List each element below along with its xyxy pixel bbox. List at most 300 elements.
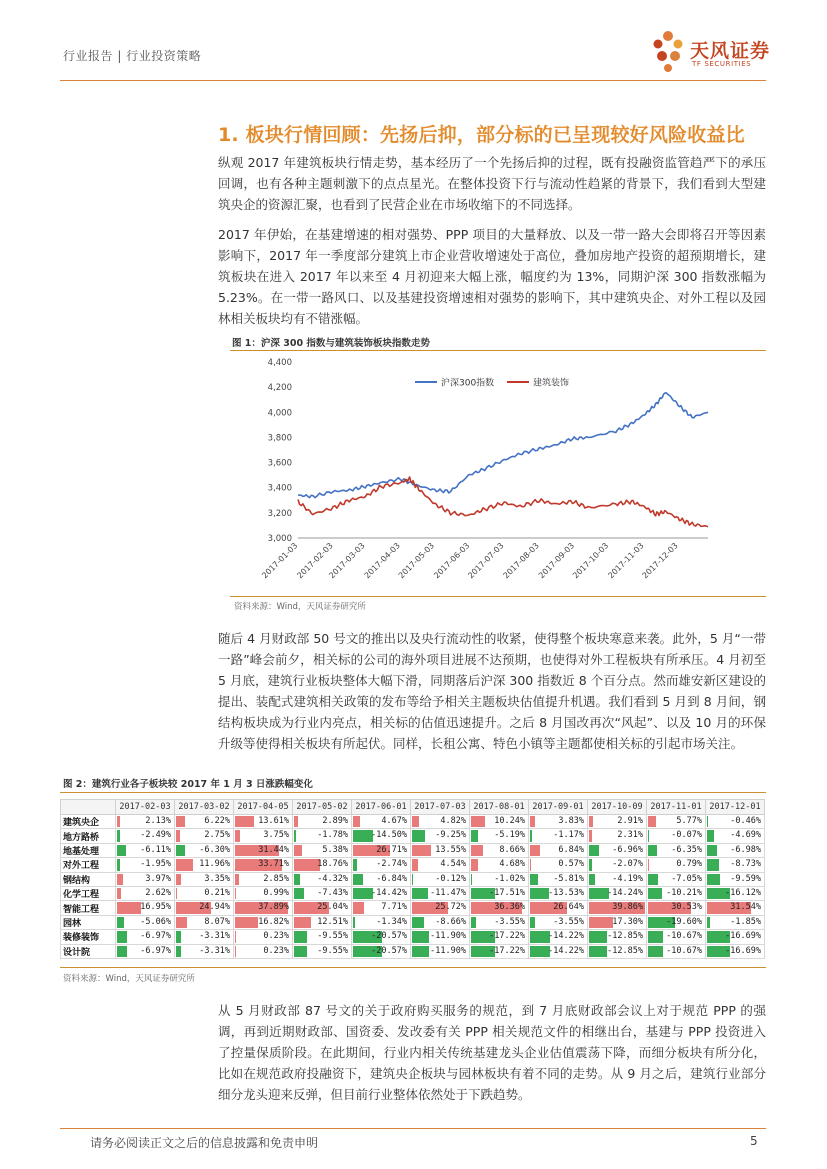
heatmap-value: -6.97% <box>140 945 171 956</box>
figure2-source: 资料来源：Wind，天风证券研究所 <box>63 974 195 984</box>
x-tick-label: 2017-04-03 <box>362 541 402 581</box>
heatmap-cell <box>175 843 234 857</box>
heatmap-value: 2.75% <box>204 830 230 841</box>
heatmap-value: 2.31% <box>617 830 643 841</box>
heatmap-cell <box>293 944 352 958</box>
heatmap-cell <box>352 886 411 900</box>
legend-label: 建筑装饰 <box>533 378 570 389</box>
heatmap-value: 12.51% <box>317 916 348 927</box>
heatmap-cell <box>588 915 647 929</box>
heatmap-cell <box>175 915 234 929</box>
heatmap-row <box>61 872 765 886</box>
heatmap-bar <box>176 859 193 870</box>
heatmap-cell <box>175 829 234 843</box>
legend-label: 沪深300指数 <box>441 378 495 389</box>
heatmap-value: -12.85% <box>607 931 643 942</box>
x-tick-label: 2017-11-03 <box>606 541 646 581</box>
heatmap-value: 3.83% <box>558 816 584 826</box>
heatmap-cell <box>352 829 411 843</box>
header-divider <box>60 80 766 81</box>
heatmap-bar <box>530 830 532 841</box>
heatmap-cell <box>234 858 293 872</box>
heatmap-value: -1.02% <box>494 873 525 884</box>
heatmap-cell <box>352 843 411 857</box>
heatmap-cell <box>470 915 529 929</box>
heatmap-bar <box>353 816 360 827</box>
heatmap-value: 8.07% <box>204 916 230 927</box>
heatmap-value: 13.55% <box>435 844 466 855</box>
heatmap-value: 36.36% <box>494 902 525 913</box>
heatmap-value: 0.21% <box>204 887 230 898</box>
heatmap-bar <box>353 917 355 928</box>
x-tick-label: 2017-08-03 <box>501 541 541 581</box>
heatmap-value: -4.32% <box>317 873 348 884</box>
heatmap-bar <box>589 859 592 870</box>
heatmap-bar <box>648 816 656 827</box>
heatmap-cell <box>175 815 234 829</box>
heatmap-bar <box>294 917 311 928</box>
heatmap-value: -6.96% <box>612 844 643 855</box>
heatmap-value: -6.30% <box>199 844 230 855</box>
heatmap-cell <box>175 930 234 944</box>
heatmap-row-label: 对外工程 <box>61 858 116 872</box>
y-tick-label: 3,000 <box>267 534 292 544</box>
heatmap-value: -5.81% <box>553 873 584 884</box>
heatmap-corner <box>61 800 116 815</box>
heatmap-bar <box>648 845 657 856</box>
figure1-source: 资料来源：Wind，天风证券研究所 <box>234 602 366 612</box>
heatmap-cell <box>293 829 352 843</box>
heatmap-value: -9.25% <box>435 830 466 841</box>
heatmap-value: -4.19% <box>612 873 643 884</box>
heatmap-value: 4.82% <box>440 816 466 826</box>
heatmap-bar <box>707 830 714 841</box>
y-tick-label: 4,400 <box>267 358 292 368</box>
heatmap-bar <box>530 859 531 870</box>
paragraph-3: 随后 4 月财政部 50 号文的推出以及央行流动性的收紧，使得整个板块寒意来袭。此外，5 月“一带一路”峰会前夕，相关标的公司的海外项目进展不达预期，也使得对外工程板块有所承压。4 月初至 5 月底，建筑行业板块整体大幅下滑，同期落后沪深 300 指数近 8 个百分点。然而雄安新区建设的提出、装配式建筑相关政策的发布等给予相关主题板块估值提升机遇。我们看到 5 月到 8 月间，钢结构板块成为行业内亮点，相关标的估值迅速提升。之后 8 月国改再次“风起”、以及 10 月的环保升级等使得相关板块有所起伏。同样，长租公寓、特色小镇等主题都使相关标的引起市场关注。 <box>218 631 766 751</box>
heatmap-value: -11.47% <box>430 887 466 898</box>
heatmap-value: 39.86% <box>612 902 643 913</box>
heatmap-bar <box>471 859 478 870</box>
figure1-bottom-rule <box>230 596 766 597</box>
heatmap-cell <box>293 930 352 944</box>
heatmap-cell <box>293 915 352 929</box>
heatmap-value: 0.23% <box>263 945 289 956</box>
heatmap-value: -14.50% <box>371 830 407 841</box>
paragraph-2: 2017 年伊始，在基建增速的相对强势、PPP 项目的大量释放、以及一带一路大会即将召开等因素影响下，2017 年一季度部分建筑上市企业营收增速处于高位，叠加房地产投资的超预期增长，建筑板块在进入 2017 年以来至 4 月初迎来大幅上涨，幅度约为 13%，同期沪深 300 指数涨幅为 5.23%。在一带一路风口、以及基建投资增速相对强势的影响下，其中建筑央企、对外工程以及园林相关板块均有不错涨幅。 <box>218 227 766 326</box>
heatmap-cell <box>647 829 706 843</box>
heatmap-value: -3.55% <box>553 916 584 927</box>
heatmap-bar <box>412 931 429 942</box>
heatmap-cell <box>411 843 470 857</box>
heatmap-bar <box>294 816 298 827</box>
heatmap-value: -5.19% <box>494 830 525 841</box>
heatmap-value: 3.97% <box>145 873 171 884</box>
heatmap-cell <box>588 872 647 886</box>
heatmap-value: 3.35% <box>204 873 230 884</box>
heatmap-value: 6.84% <box>558 844 584 855</box>
heatmap-value: -14.22% <box>548 931 584 942</box>
heatmap-bar <box>294 845 302 856</box>
heatmap-cell <box>647 915 706 929</box>
heatmap-bar <box>176 917 187 928</box>
heatmap-row <box>61 829 765 843</box>
heatmap-value: -20.57% <box>371 945 407 956</box>
heatmap-cell <box>647 815 706 829</box>
heatmap-cell <box>529 930 588 944</box>
report-subtype: 行业投资策略 <box>126 49 202 63</box>
heatmap-value: -5.06% <box>140 916 171 927</box>
heatmap-cell <box>588 829 647 843</box>
heatmap-cell <box>116 915 175 929</box>
heatmap-row-label: 园林 <box>61 915 116 929</box>
heatmap-cell <box>175 886 234 900</box>
heatmap-cell <box>411 829 470 843</box>
heatmap-cell <box>175 901 234 915</box>
heatmap-cell <box>470 843 529 857</box>
heatmap-cell <box>647 930 706 944</box>
heatmap-bar <box>707 917 710 928</box>
heatmap-cell <box>706 886 765 900</box>
y-tick-label: 3,400 <box>267 483 292 494</box>
heatmap-value: -6.97% <box>140 931 171 942</box>
heatmap-value: 31.54% <box>730 902 761 913</box>
heatmap-value: 25.04% <box>317 902 348 913</box>
heatmap-bar <box>176 830 180 841</box>
heatmap-value: 37.89% <box>258 902 289 913</box>
heatmap-value: 4.68% <box>499 859 525 870</box>
heatmap-value: 7.71% <box>381 902 407 913</box>
heatmap-cell <box>116 901 175 915</box>
heatmap-value: 4.54% <box>440 859 466 870</box>
footer-divider <box>60 1128 766 1129</box>
heatmap-value: -0.07% <box>671 830 702 841</box>
y-tick-label: 3,200 <box>267 508 292 519</box>
heatmap-bar <box>648 859 649 870</box>
y-tick-label: 4,200 <box>267 383 292 394</box>
heatmap-value: 31.44% <box>258 844 289 855</box>
heatmap-cell <box>470 944 529 958</box>
heatmap-column-header: 2017-06-01 <box>352 800 411 815</box>
heatmap-cell <box>175 944 234 958</box>
heatmap-column-header: 2017-11-01 <box>647 800 706 815</box>
heatmap-value: 13.61% <box>258 816 289 826</box>
heatmap-bar <box>589 816 593 827</box>
heatmap-bar <box>707 859 719 870</box>
heatmap-bar <box>176 816 185 827</box>
heatmap-bar <box>176 946 181 957</box>
series-line-construction <box>298 477 708 527</box>
heatmap-cell <box>647 858 706 872</box>
heatmap-row <box>61 843 765 857</box>
heatmap-cell <box>175 858 234 872</box>
heatmap-cell <box>706 915 765 929</box>
heatmap-bar <box>176 874 181 885</box>
heatmap-cell <box>588 858 647 872</box>
heatmap-cell <box>293 886 352 900</box>
heatmap-value: 0.23% <box>263 931 289 942</box>
page-number: 5 <box>750 1134 758 1148</box>
heatmap-value: -4.69% <box>730 830 761 841</box>
heatmap-value: -6.84% <box>376 873 407 884</box>
heatmap-cell <box>706 858 765 872</box>
heatmap-bar <box>471 917 476 928</box>
heatmap-value: -1.85% <box>730 916 761 927</box>
heatmap-value: -11.90% <box>430 945 466 956</box>
heatmap-bar <box>235 874 239 885</box>
heatmap-cell <box>234 915 293 929</box>
heatmap-bar <box>294 888 304 899</box>
index-line-chart <box>230 352 766 596</box>
heatmap-value: -2.74% <box>376 859 407 870</box>
x-tick-label: 2017-01-03 <box>260 541 300 581</box>
heatmap-cell <box>234 843 293 857</box>
x-tick-label: 2017-10-03 <box>571 541 611 581</box>
heatmap-bar <box>176 845 185 856</box>
heatmap-value: -17.51% <box>489 887 525 898</box>
heatmap-value: 2.89% <box>322 816 348 826</box>
heatmap-value: -9.59% <box>730 873 761 884</box>
heatmap-value: -8.66% <box>435 916 466 927</box>
heatmap-cell <box>234 829 293 843</box>
heatmap-cell <box>706 944 765 958</box>
heatmap-column-header: 2017-12-01 <box>706 800 765 815</box>
heatmap-bar <box>294 946 307 957</box>
logo-flower-icon <box>648 28 688 74</box>
heatmap-bar <box>353 859 357 870</box>
heatmap-value: -1.17% <box>553 830 584 841</box>
heatmap-row <box>61 815 765 829</box>
x-tick-label: 2017-02-03 <box>295 541 335 581</box>
heatmap-cell <box>588 930 647 944</box>
figure2-bottom-rule <box>60 967 766 968</box>
heatmap-row-label: 化学工程 <box>61 886 116 900</box>
heatmap-row-label: 建筑央企 <box>61 815 116 829</box>
heatmap-cell <box>647 872 706 886</box>
heatmap-bar <box>589 917 613 928</box>
x-tick-label: 2017-06-03 <box>432 541 472 581</box>
figure2-caption: 图 2：建筑行业各子板块较 2017 年 1 月 3 日涨跌幅变化 <box>63 779 313 790</box>
heatmap-cell <box>529 843 588 857</box>
report-breadcrumb <box>63 47 201 64</box>
heatmap-cell <box>116 829 175 843</box>
heatmap-value: -20.57% <box>371 931 407 942</box>
heatmap-bar <box>117 845 126 856</box>
heatmap-bar <box>353 902 364 913</box>
heatmap-bar <box>294 931 307 942</box>
heatmap-value: -9.55% <box>317 931 348 942</box>
heatmap-cell <box>529 915 588 929</box>
heatmap-value: -0.46% <box>730 816 761 826</box>
heatmap-bar <box>530 888 549 899</box>
heatmap-bar <box>471 845 483 856</box>
heatmap-cell <box>411 815 470 829</box>
heatmap-cell <box>352 915 411 929</box>
heatmap-cell <box>647 843 706 857</box>
heatmap-value: 2.13% <box>145 816 171 826</box>
heatmap-cell <box>411 872 470 886</box>
heatmap-bar <box>412 946 429 957</box>
heatmap-value: -16.69% <box>725 945 761 956</box>
heatmap-cell <box>352 930 411 944</box>
breadcrumb-separator: | <box>117 49 127 63</box>
heatmap-bar <box>353 874 363 885</box>
heatmap-cell <box>470 858 529 872</box>
heatmap-value: 0.79% <box>676 859 702 870</box>
heatmap-cell <box>588 886 647 900</box>
heatmap-bar <box>471 816 485 827</box>
heatmap-cell <box>647 901 706 915</box>
figure1-caption-rule <box>230 350 766 351</box>
heatmap-value: -17.22% <box>489 931 525 942</box>
heatmap-value: 10.24% <box>494 816 525 826</box>
heatmap-value: -16.12% <box>725 887 761 898</box>
heatmap-value: -14.22% <box>548 945 584 956</box>
heatmap-bar <box>412 888 428 899</box>
heatmap-value: 3.75% <box>263 830 289 841</box>
heatmap-bar <box>117 946 127 957</box>
heatmap-cell <box>529 858 588 872</box>
heatmap-value: -7.43% <box>317 887 348 898</box>
figure1-caption: 图 1：沪深 300 指数与建筑装饰板块指数走势 <box>232 338 430 349</box>
heatmap-value: 2.85% <box>263 873 289 884</box>
heatmap-bar <box>648 888 662 899</box>
logo-english: TF SECURITIES <box>692 60 752 68</box>
heatmap-cell <box>293 858 352 872</box>
heatmap-cell <box>588 843 647 857</box>
x-tick-label: 2017-03-03 <box>327 541 367 581</box>
heatmap-value: 2.91% <box>617 816 643 826</box>
heatmap-cell <box>293 872 352 886</box>
heatmap-cell <box>411 858 470 872</box>
heatmap-bar <box>176 931 181 942</box>
heatmap-bar <box>530 874 538 885</box>
x-tick-label: 2017-05-03 <box>396 541 437 581</box>
heatmap-value: -9.55% <box>317 945 348 956</box>
heatmap-row <box>61 901 765 915</box>
heatmap-column-header: 2017-07-03 <box>411 800 470 815</box>
heatmap-cell <box>293 901 352 915</box>
heatmap-value: -6.98% <box>730 844 761 855</box>
heatmap-value: -0.12% <box>435 873 466 884</box>
heatmap-cell <box>647 944 706 958</box>
heatmap-cell <box>352 815 411 829</box>
heatmap-bar <box>707 874 720 885</box>
x-tick-label: 2017-12-03 <box>640 541 680 581</box>
heatmap-bar <box>235 888 236 899</box>
heatmap-column-header: 2017-03-02 <box>175 800 234 815</box>
logo-name: 天风证券 <box>690 40 771 62</box>
heatmap-value: 26.71% <box>376 844 407 855</box>
heatmap-value: -7.05% <box>671 873 702 884</box>
y-tick-label: 3,600 <box>267 458 292 469</box>
heatmap-bar <box>117 816 120 827</box>
heatmap-value: -17.22% <box>489 945 525 956</box>
heatmap-bar <box>117 902 141 913</box>
heatmap-cell <box>293 815 352 829</box>
heatmap-value: -3.31% <box>199 931 230 942</box>
heatmap-value: 26.64% <box>553 902 584 913</box>
paragraph-1: 纵观 2017 年建筑板块行情走势，基本经历了一个先扬后抑的过程，既有投融资监管趋严下的承压回调，也有各种主题刺激下的点点星光。在整体投资下行与流动性趋紧的背景下，我们看到大型建筑央企的资源汇聚，也看到了民营企业在市场收缩下的不同选择。 <box>218 155 766 212</box>
heatmap-cell <box>529 901 588 915</box>
heatmap-bar <box>117 874 123 885</box>
heatmap-cell <box>116 858 175 872</box>
heatmap-column-header: 2017-04-05 <box>234 800 293 815</box>
heatmap-bar <box>589 946 607 957</box>
heatmap-bar <box>294 874 300 885</box>
heatmap-value: -12.85% <box>607 945 643 956</box>
heatmap-cell <box>706 815 765 829</box>
heatmap-value: 33.71% <box>258 859 289 870</box>
heatmap-value: 16.82% <box>258 916 289 927</box>
heatmap-bar <box>471 830 478 841</box>
heatmap-bar <box>117 931 127 942</box>
heatmap-cell <box>706 829 765 843</box>
heatmap-cell <box>175 872 234 886</box>
heatmap-value: 5.38% <box>322 844 348 855</box>
heatmap-value: -10.67% <box>666 931 702 942</box>
heatmap-bar <box>530 931 550 942</box>
heatmap-bar <box>648 946 663 957</box>
heatmap-cell <box>588 944 647 958</box>
heatmap-cell <box>706 901 765 915</box>
y-tick-label: 4,000 <box>267 408 292 419</box>
figure2-caption-rule <box>60 792 766 793</box>
heatmap-cell <box>234 872 293 886</box>
heatmap-value: 24.94% <box>199 902 230 913</box>
heatmap-value: -10.67% <box>666 945 702 956</box>
heatmap-value: 4.67% <box>381 816 407 826</box>
heatmap-value: 0.99% <box>263 887 289 898</box>
heatmap-cell <box>470 930 529 944</box>
heatmap-bar <box>235 917 258 928</box>
heatmap-value: -16.69% <box>725 931 761 942</box>
heatmap-cell <box>470 872 529 886</box>
heatmap-cell <box>234 930 293 944</box>
heatmap-cell <box>529 829 588 843</box>
heatmap-bar <box>589 830 592 841</box>
x-tick-label: 2017-07-03 <box>466 541 506 581</box>
heatmap-cell <box>352 901 411 915</box>
heatmap-bar <box>530 946 550 957</box>
heatmap-bar <box>412 845 431 856</box>
heatmap-bar <box>707 845 717 856</box>
heatmap-bar <box>471 874 472 885</box>
heatmap-row-label: 地基处理 <box>61 843 116 857</box>
heatmap-cell <box>234 886 293 900</box>
heatmap-bar <box>589 845 599 856</box>
heatmap-value: -13.53% <box>548 887 584 898</box>
heatmap-row-label: 智能工程 <box>61 901 116 915</box>
section-title: 1. 板块行情回顾：先扬后抑，部分标的已呈现较好风险收益比 <box>218 124 745 146</box>
heatmap-value: 11.96% <box>199 859 230 870</box>
heatmap-cell <box>411 886 470 900</box>
heatmap-value: -1.34% <box>376 916 407 927</box>
heatmap-bar <box>589 888 609 899</box>
heatmap-bar <box>117 859 120 870</box>
heatmap-bar <box>412 859 418 870</box>
heatmap-bar <box>117 917 124 928</box>
x-tick-label: 2017-09-03 <box>536 541 577 581</box>
heatmap-value: -10.21% <box>666 887 702 898</box>
heatmap-bar <box>530 816 535 827</box>
heatmap-bar <box>117 830 120 841</box>
heatmap-row-label: 地方路桥 <box>61 829 116 843</box>
heatmap-value: -3.55% <box>494 916 525 927</box>
heatmap-column-header: 2017-08-01 <box>470 800 529 815</box>
heatmap-value: -3.31% <box>199 945 230 956</box>
heatmap-bar <box>294 830 296 841</box>
